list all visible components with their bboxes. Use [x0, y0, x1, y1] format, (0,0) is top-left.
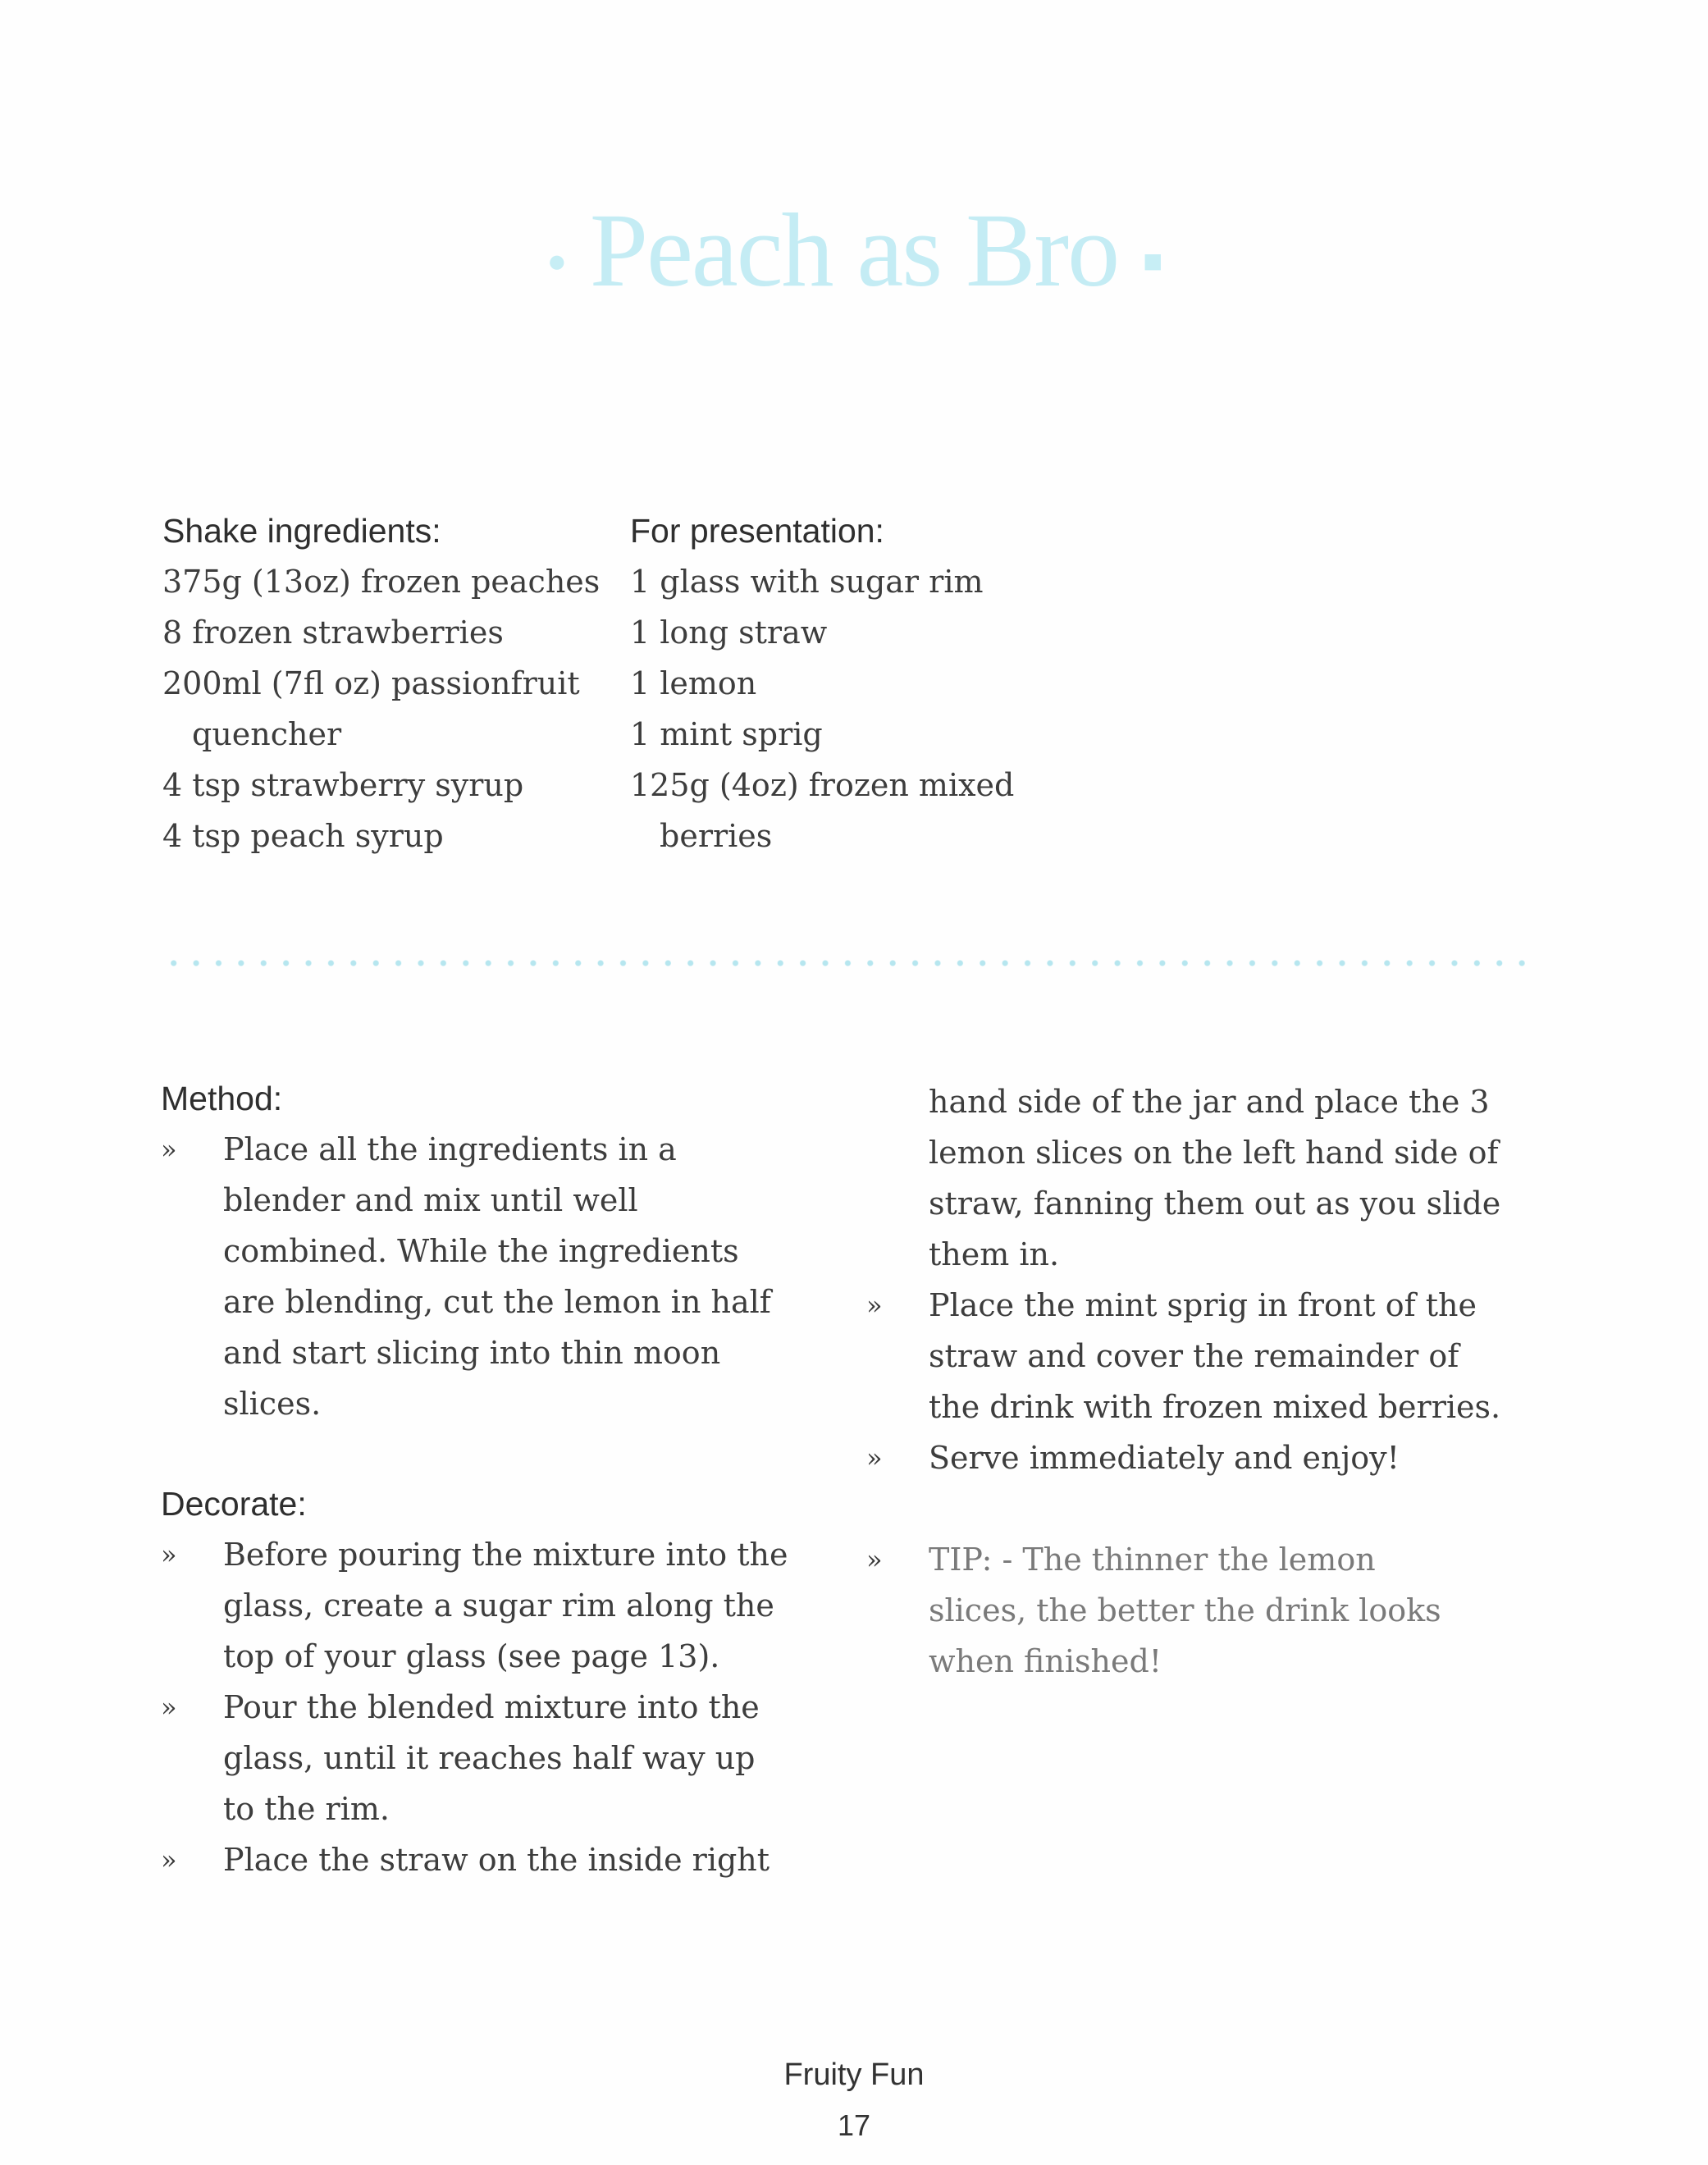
page-number: 17	[837, 2108, 871, 2142]
title-left-dot-icon: ●	[546, 242, 565, 280]
decorate-step-text: hand side of the jar and place the 3 lemon slices on the left hand side of straw, fanning them out as you slide them in.	[929, 1084, 1501, 1272]
recipe-title-text: Peach as Bro	[589, 192, 1119, 308]
ingredient-line: quencher	[192, 716, 342, 752]
decorate-heading: Decorate:	[161, 1485, 307, 1523]
footer-section-label: Fruity Fun	[783, 2058, 925, 2092]
presentation-list	[630, 505, 1089, 861]
decorate-step-continued	[866, 1076, 1539, 1280]
recipe-title	[0, 185, 1708, 316]
ingredient-line: 375g (13oz) frozen peaches	[162, 564, 601, 600]
decorate-step	[161, 1529, 817, 1682]
dotted-divider	[162, 959, 1526, 967]
title-right-dot-icon: ■	[1143, 242, 1162, 280]
decorate-step-text: Place the mint sprig in front of the straw and cover the remainder of the drink with frozen mixed berries.	[929, 1287, 1501, 1425]
decorate-step	[161, 1682, 817, 1834]
decorate-step-text: Pour the blended mixture into the glass, until it reaches half way up to the rim.	[223, 1689, 760, 1827]
bullet-chevron-icon: »	[161, 1134, 177, 1165]
presentation-line: berries	[660, 818, 773, 854]
bullet-chevron-icon: »	[866, 1544, 883, 1575]
right-instructions-column	[866, 1076, 1539, 1687]
tip-text: TIP: - The thinner the lemon slices, the better the drink looks when finished!	[929, 1542, 1441, 1679]
ingredient-line: 200ml (7fl oz) passionfruit	[162, 665, 580, 701]
bullet-chevron-icon: »	[866, 1442, 883, 1473]
presentation-line: 1 lemon	[630, 665, 757, 701]
method-step-text: Place all the ingredients in a blender and mix until well combined. While the ingredients are blending, cut the lemon in half and start slicing into thin moon slices.	[223, 1131, 771, 1422]
presentation-line: 1 mint sprig	[630, 716, 823, 752]
ingredient-line: 4 tsp strawberry syrup	[162, 767, 524, 803]
shake-ingredients-list	[162, 505, 605, 861]
bullet-chevron-icon: »	[161, 1844, 177, 1875]
presentation-heading: For presentation:	[630, 512, 884, 550]
decorate-step	[161, 1834, 817, 1885]
method-step	[161, 1124, 817, 1429]
ingredient-line: 8 frozen strawberries	[162, 614, 504, 651]
presentation-line: 125g (4oz) frozen mixed	[630, 767, 1015, 803]
method-heading: Method:	[161, 1080, 283, 1117]
decorate-step	[866, 1280, 1539, 1432]
bullet-chevron-icon: »	[161, 1692, 177, 1723]
decorate-step-text: Place the straw on the inside right	[223, 1842, 770, 1878]
decorate-step	[866, 1432, 1539, 1483]
shake-ingredients-heading: Shake ingredients:	[162, 512, 441, 550]
decorate-step-text: Serve immediately and enjoy!	[929, 1440, 1400, 1476]
bullet-chevron-icon: »	[161, 1539, 177, 1570]
ingredient-line: 4 tsp peach syrup	[162, 818, 444, 854]
presentation-line: 1 glass with sugar rim	[630, 564, 984, 600]
bullet-chevron-icon: »	[866, 1290, 883, 1321]
tip-item	[866, 1534, 1539, 1687]
presentation-line: 1 long straw	[630, 614, 828, 651]
left-instructions-column	[161, 1073, 817, 1885]
decorate-step-text: Before pouring the mixture into the glass, create a sugar rim along the top of your glass (see page 13).	[223, 1537, 788, 1674]
